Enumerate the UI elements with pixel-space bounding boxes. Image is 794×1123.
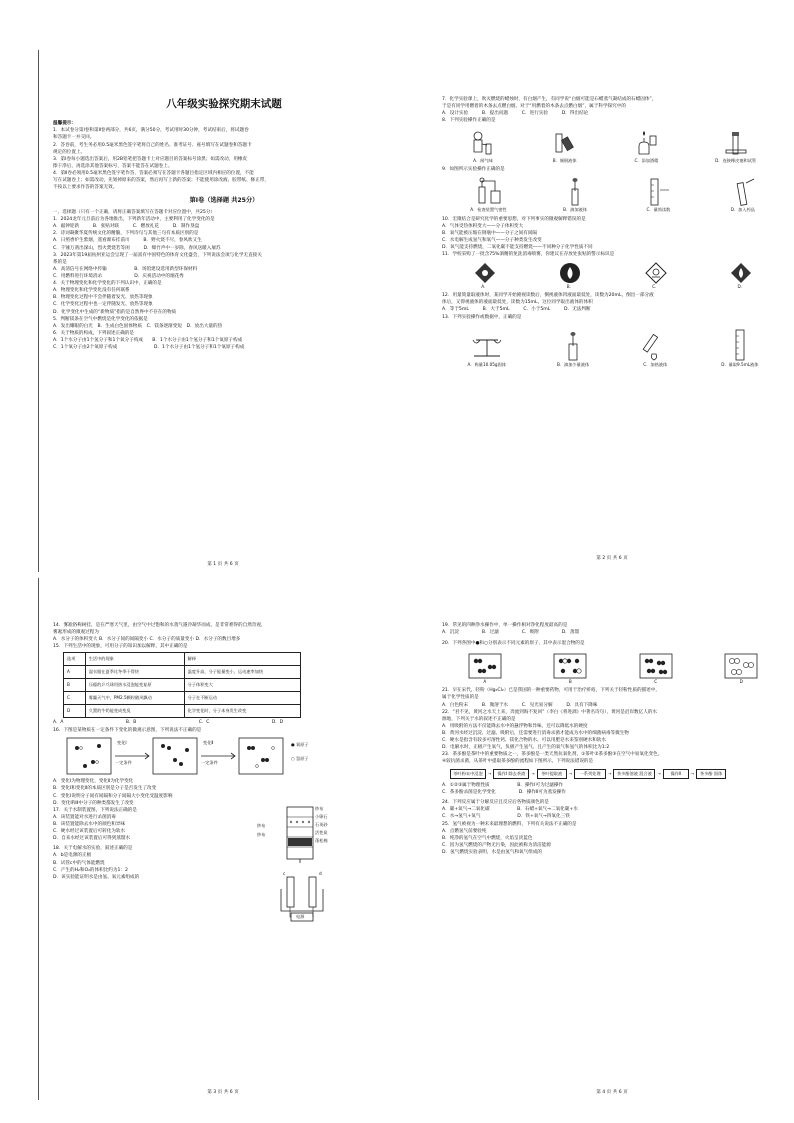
q20-figure-c (639, 653, 673, 686)
question-line: A．白色粉末 B．微溶于水 C．见光易分解 D．具有下降味 (442, 702, 598, 708)
q9-option-c: C．量筒读数 (646, 207, 671, 213)
table-cell: B (64, 679, 86, 692)
question-line: A．发出耀眼的白光 B．生成白色固体物质 C．镁条逐渐变短 D．放出大量的热 (53, 323, 223, 329)
table-row (64, 705, 301, 718)
q20-option-b: B (568, 678, 572, 684)
question-list (53, 209, 395, 351)
table-cell: 分子体积变大 (184, 679, 300, 692)
question-line: 6．关于物质的构成，下列叙述正确的是 (53, 330, 135, 336)
question-line: 12．用量筒量取液体时，某同学开始俯视读数后，倒视液体凹液面最低处，读数为20mL，倒出一部分液 (442, 293, 654, 299)
table-cell: 分子在不断运动 (184, 692, 300, 705)
notice-line: 规定的位置上。 (53, 149, 86, 155)
q9-option-d: D．加入药品 (730, 207, 755, 213)
question-line: D．电解水时，正极产生氧气，负极产生氢气，且产生的氧气和氢气的体积比为1:2 (442, 745, 610, 751)
q8-figures (442, 126, 784, 164)
q11-figures (442, 260, 784, 290)
q11-figure-b (559, 262, 581, 291)
table-cell: A (64, 666, 86, 679)
question-line: C．硬水是指含有较多可溶性钙、镁化合物的水，可以用肥皂水来鉴别硬水和软水 (442, 738, 606, 744)
question-line: 体后，又仰视液体的液面最低处，读数为15mL，这位同学取出液体的体积 (442, 300, 593, 306)
notice-line: 和答题卡一并交回。 (53, 135, 95, 141)
q23-option: A．①②③属于物理性质 B．操作Ⅰ可为过滤操作 (442, 783, 564, 789)
flow-step: 茶多酚溶液 混合液 (613, 769, 655, 780)
notice-line: 4．第Ⅱ卷必须用0.5毫米黑色签字笔作答，答案必须写在答题卡各题目指定区域内相应的位置，不能 (53, 171, 254, 177)
question-line: B．物理变化过程中不会伴随着发光、放热等现象 (53, 295, 153, 301)
notice-line: 3．第Ⅰ卷每小题选出答案后，用2B铅笔把答题卡上对应题目的答案标号涂黑；如需改动，用橡皮 (53, 156, 248, 162)
q16-label: 变化Ⅰ (117, 740, 127, 746)
exam-page-4 (428, 578, 794, 1100)
question-line: 系的是 (53, 259, 67, 265)
q13-option-b: B．滴加少量液体 (557, 362, 590, 368)
q13-figure-d (721, 328, 758, 369)
q18-stem: 18．关于电解水的实验，叙述正确的是 (53, 846, 133, 852)
question-line: 11．学校采购了一批含75%酒精的免洗消毒喷雾，你建议在存放处张贴的警示标识是 (442, 252, 615, 258)
q20-option-a: A (483, 678, 487, 684)
notice-heading: 温馨提示： (53, 121, 76, 127)
q20-figures (442, 649, 784, 685)
question-line: B．氧气能被压缩在钢瓶中——分子之间有间隔 (442, 230, 538, 236)
question-list (442, 799, 784, 856)
q8-option-b: B．倾倒液体 (552, 157, 577, 163)
question-line: A．水分子的体积变大 B．水分子间的间隔变小 C．水分子的质量变小 D．水分子的数目增多 (53, 637, 241, 643)
question-list (442, 292, 784, 320)
exam-page-2 (428, 44, 794, 566)
notice-line: 不按以上要求作答的答案无效。 (53, 185, 118, 191)
flow-step: 操作Ⅱ (663, 769, 689, 780)
q11-figure-d (730, 262, 752, 291)
q16-diagram (53, 734, 395, 778)
question-line: 一、选择题（只有一个正确，请将正确答案填写在答题卡对应位置中，共25分） (53, 209, 216, 215)
question-line: 13．下列实验操作或数据中，正确的是 (442, 314, 522, 320)
question-line: 24．下列反应属于分解反应且反应后各物质颜色的是 (442, 800, 549, 806)
q18-electrolysis-diagram (273, 871, 343, 923)
question-line: 5．判断镁条在空气中燃烧是化学变化的依据是 (53, 316, 148, 322)
notice-line: 1．本试卷分第Ⅰ卷和第Ⅱ卷两部分，共6页，满分50分，考试用时30分钟，考试结束后，将试题卷 (53, 128, 249, 134)
filter-label: 纱布 (315, 805, 324, 811)
q9-figure-b (563, 177, 587, 214)
q23-option: C．茶多酚杀菌是化学变化 D．操作Ⅱ可为蒸发操作 (442, 790, 566, 796)
q17-stem: 17．关于水制装置图，下列说法正确的是 (53, 807, 137, 813)
flow-step: 茶叶提取液 (537, 769, 567, 780)
q18-option: C．产生的H₂和O₂的体积比约为1：2 (53, 867, 128, 873)
q13-option-c: C．加热液体 (643, 362, 668, 368)
q15-table (63, 652, 301, 718)
q9-figure-c (643, 177, 673, 214)
q16-stem: 16．下图是某物质在一定条件下变化的微观示意图，下列说法不正确的是 (53, 728, 202, 734)
question-line: 10．宏微结合是研究化学的重要思想，对下列事实的微观解释错误的是 (442, 216, 586, 222)
question-line: C．化学变化过程中也一定伴随发光、放热等现象 (53, 302, 153, 308)
question-line: A．沉淀 B．过滤 C．吸附 D．蒸馏 (442, 630, 580, 636)
question-line: 雾凇形成的微观过程为 (53, 630, 99, 636)
notice-list (53, 127, 395, 191)
q15-options (53, 720, 283, 727)
question-line: C．千锤万凿出深山，烈火焚烧若等闲 D．爆竹声中一岁除，春风送暖入屠苏 (53, 245, 221, 251)
q9-option-b: B．滴加液体 (563, 207, 587, 213)
question-line: B．黄河水经过沉淀、过滤、吸附后，还需要进行消毒杀菌才能成为水中的细菌病毒等微生物 (442, 730, 629, 736)
question-list (442, 216, 784, 259)
q16-options (53, 778, 395, 806)
q16-option: B．变化Ⅰ和变化Ⅱ的本质区别是分子是否发生了改变 (53, 786, 157, 792)
question-line: A．高清信号在网络中传输 B．场馆建设选用新型环保材料 (53, 266, 198, 272)
question-line: 15．下列生活中的现象，可用分子的知识加以解释，其中正确的是 (53, 644, 188, 650)
q17-option: B．该装置能除去水中的颜色和异味 (53, 822, 126, 828)
q8-figure-c (633, 130, 659, 165)
q16-label: 一定条件 (201, 760, 218, 766)
q17-option: C．硬水经过该装置后可转化为软水 (53, 829, 126, 835)
q23-flowchart: 茶叶粉末中浸泡 → 操作Ⅰ 除去茶渣 → 茶叶提取液 → 一系列处理 → 茶多酚溶液 混合液 → 操作Ⅱ → 茶多酚 固体 (450, 769, 784, 780)
flow-step: 茶多酚 固体 (696, 769, 726, 780)
table-cell: 湿衣服在夏季比冬季干得快 (85, 666, 184, 679)
table-cell: 温度升高，分子能量变小，运动速率加快 (184, 666, 300, 679)
q9-figure-d (730, 177, 756, 214)
flow-step: 茶叶粉末中浸泡 (450, 769, 486, 780)
question-line: C．水电解生成氢气和氧气——分子种类发生改变 (442, 237, 542, 243)
table-header: 生活中的现象 (85, 653, 184, 666)
question-line: A．等于5mL B．大于5mL C．小于5mL D．无法判断 (442, 307, 591, 313)
question-line: D．氢气燃烧实验表明，水是由氢气和氧气组成的 (442, 850, 543, 856)
q11-option-b: B． (566, 283, 574, 289)
q19 (442, 622, 784, 636)
power-label: 电源 (296, 913, 305, 919)
q20-option-c: C (654, 678, 658, 684)
question-line: A．设计实验 B．提出问题 C．进行实验 D．得出结论 (442, 111, 589, 117)
q23-options (442, 782, 784, 796)
question-line: D．氧气能支持燃烧，二氧化碳不能支持燃烧——不同种分子化学性质不同 (442, 244, 593, 250)
q16-option: C．变化Ⅰ说明分子间有间隔和分子间隔大小变化受温度影响 (53, 793, 173, 799)
question-line: C．水→氢气+氧气 D．铁+氧气→四氧化三铁 (442, 814, 570, 820)
question-line: A．敲钟迎新 B．张贴对联 C．燃放礼花 D．制作垦盘 (53, 224, 200, 230)
question-line: 于是有同学用燃着的木条去点燃白烟，对于“用燃着的木条去点燃白烟”，属于科学探究中的 (442, 104, 626, 110)
page-number: 第 4 页 共 6 页 (596, 1089, 628, 1095)
question-line: 4．关于物理变化和化学变化的下列认识中，正确的是 (53, 281, 162, 287)
q11-figure-a (474, 262, 496, 291)
table-cell: 雾霾天气中，PM2.5颗粒随风飘动 (85, 692, 184, 705)
q17-filter-diagram (253, 805, 373, 865)
question-list (442, 687, 784, 765)
question-line: ④较抗菌杀菌，从茶叶中提取茶多酚的流程如下图所示，下列说法错误的是 (442, 759, 594, 765)
filter-label: 蓬松棉 (315, 837, 328, 843)
question-line: A．碳+氧气→二氧化碳 B．石蜡+氧气→二氧化碳+水 (442, 807, 578, 813)
q11-figure-c (645, 262, 667, 291)
page-number: 第 2 页 共 6 页 (596, 555, 628, 561)
q9-figures (442, 176, 784, 214)
q16-label: 变化Ⅱ (203, 740, 214, 746)
q20-option-d: D (739, 678, 743, 684)
question-line: C．因为氢气燃烧的产物无污染，因此被称为清洁能源 (442, 842, 551, 848)
filter-label: 活性炭 (315, 829, 328, 835)
question-line: D．化学变化中生成的“新物质”指的是自然界中不存在的物质 (53, 309, 177, 315)
question-line: A．点燃氢气前要验纯 (442, 828, 487, 834)
q18-option: D．该实验能证明水是由氢、氧元素组成的 (53, 874, 140, 880)
question-line: 19．常见的四种净水操作中，单一操作相对净化程度最高的是 (442, 623, 568, 628)
q9-stem: 9．如图所示实验操作正确的是 (442, 167, 505, 173)
q18-option: B．试管c中的气体能燃烧 (53, 860, 105, 866)
q13-figure-b (557, 330, 589, 369)
q16-label: 一定条件 (115, 760, 132, 766)
question-line: C．用燃料进行环境消杀 D．庆祝活动中的烟花秀 (53, 273, 184, 279)
q13-option-d: D．量取9.5mL液体 (721, 362, 759, 368)
question-line: A．物理变化和化学变化没有任何联系 (53, 288, 130, 294)
question-line: A．1个水分子由1个氢分子和1个氧分子构成 B．1个水分子由1个氢分子和1个氧原子构成 (53, 337, 243, 343)
q8-figure-a (470, 130, 496, 165)
question-line: A．日照香炉生紫烟，遥看瀑布挂前川 B．野火烧不尽，春风吹又生 (53, 238, 202, 244)
exam-title: 八年级实验探究期末试题 (166, 98, 282, 110)
q13-option-a: A．称量10.05g固体 (467, 362, 506, 368)
question-line: 2．诗词凝聚华夏传统文化的精髓，下列诗句与其他三句有本质区别的是 (53, 231, 199, 237)
q9-option-a: A．检查装置气密性 (470, 207, 507, 213)
flow-step: 操作Ⅰ 除去茶渣 (493, 769, 529, 780)
question-line: A．用吸附的方法不仅能降去水中的悬浮物和异味，还可以降低水的硬度 (442, 723, 588, 729)
legend-oxygen: ● 氧原子 (291, 742, 309, 748)
q20-figure-d (724, 653, 758, 686)
question-line: 25．氢气被视为一种未来最理想的燃料，下列有关说法不正确的是 (442, 821, 577, 827)
question-line: 3．2023年第19届杭州亚运会呈现了一届富有中国特色的体育文化盛会，下列说法会项与化学无直接关 (53, 252, 262, 258)
question-line: A．气体受热体积变大——分子体积变大 (442, 223, 524, 229)
notice-line: 写在试题卷上；如需改动，先划掉原来的答案，然后再写上新的答案；不能使用涂改液、胶带纸、修正带， (53, 178, 269, 184)
table-row (64, 666, 301, 679)
filter-label: 石英砂 (315, 821, 328, 827)
table-cell: 久置的牛奶能变成变臭 (85, 705, 184, 718)
q11-option-a: A． (481, 283, 489, 289)
exam-page-1 (38, 50, 407, 572)
section-title: 第Ⅰ卷（选择题 共25分） (189, 197, 259, 205)
page-number: 第 3 页 共 6 页 (207, 1089, 239, 1095)
filter-label: 纱布 (257, 832, 266, 838)
notice-line: 2．答卷前，考生务必用0.5毫米黑色签字笔将自己的姓名、准考证号、座号填写在试题卷和答题卡 (53, 142, 252, 148)
exam-page-3 (38, 578, 407, 1100)
q20-stem: 20．下列各图中●和○分别表示不同元素的原子，其中表示混合物的是 (442, 641, 585, 647)
question-list (53, 622, 395, 650)
question-line: 1．2024龙年元旦前后为各地推出，下列新年活动中，主要利用了化学变化的是 (53, 217, 215, 223)
q15-option-c: C．C (198, 720, 210, 726)
q16-option: D．变化Ⅰ和Ⅱ中分子的种类都发生了改变 (53, 800, 134, 806)
q20-figure-a (468, 653, 502, 686)
table-cell: 压瘪的乒乓球用热水浸泡能变复原 (85, 679, 184, 692)
q8-option-a: A．闻气味 (473, 157, 493, 163)
question-line: 23．茶多酚是茶叶中的重要物质之一，茶多酚是一类天然抗氧化剂，①茶叶②茶多酚③在空气中易氧化变色， (442, 752, 663, 758)
q8-figure-d (715, 130, 756, 165)
q15-option-d: D．D (271, 720, 283, 726)
page-number: 第 1 页 共 6 页 (207, 561, 239, 567)
legend-hydrogen: ○ 氢原子 (291, 756, 309, 762)
q13-figures (442, 323, 784, 369)
q18-option: A．b是电源的正极 (53, 853, 92, 859)
table-row (64, 692, 301, 705)
q11-option-d: D． (737, 283, 745, 289)
q8-figure-b (552, 130, 578, 165)
table-cell: C (64, 692, 86, 705)
table-cell: 化学变化时，分子本身发生改变 (184, 705, 300, 718)
filter-label: 纱布 (257, 822, 266, 828)
filter-label: 小卵石 (315, 813, 328, 819)
q20-figure-b (553, 653, 587, 686)
question-line: 21．早在宋代，轻粉（Hg₂Cl₂）已是我国的一种重要药物，可用于治疗疥疮，下列关于轻粉性质的描述中， (442, 688, 660, 694)
q15-option-a: A．A (53, 720, 64, 726)
q8-option-d: D．连接橡皮塞和试管 (715, 157, 757, 163)
q16-option: A．变化Ⅰ为物理变化，变化Ⅱ为化学变化 (53, 779, 134, 785)
question-line: B．纯净的氢气在空气中燃烧，火焰呈淡蓝色 (442, 835, 533, 841)
question-line: 22．“君不见，黄河之水天上来，奔流到海不复回”（李白《将进酒》中著名诗句），黄河是沿岸数亿人的水 (442, 709, 658, 715)
question-list (442, 96, 784, 124)
q11-option-c: C． (652, 283, 660, 289)
question-line: C．1个氧分子由2个氧原子构成 D．1个水分子由1个氢分子和1个氧原子构成 (53, 345, 245, 351)
q17-option: A．该装置能对水进行杀菌消毒 (53, 814, 116, 820)
table-header: 解释 (184, 653, 300, 666)
q15-option-b: B．B (125, 720, 137, 726)
question-line: 7．化学实验课上，吹灭燃烧的蜡烛时，有白烟产生，有同学说“白烟可能是石蜡蒸气凝结成的石蜡固体”， (442, 97, 657, 102)
tube-label-c: c (283, 870, 286, 876)
q9-figure-a (470, 177, 506, 214)
q17-option: D．自来水经过该装置后可得到蒸馏水 (53, 836, 131, 842)
q13-figure-c (640, 330, 670, 369)
tube-label-d: d (319, 870, 322, 876)
question-line: 8．下列实验操作正确的是 (442, 118, 496, 124)
question-line: 14．雾凇俗称树挂，是在严寒天气里，由空气中过饱和的水蒸气遇冷凝华而成，是非常难得的自然奇观， (53, 623, 266, 628)
table-cell: D (64, 705, 86, 718)
q13-figure-a (468, 330, 506, 369)
notice-line: 擦干净后，再选涂其他答案标号，答案不能答在试题卷上。 (53, 163, 173, 169)
table-row (64, 679, 301, 692)
q8-option-c: C．添加酒精 (634, 157, 659, 163)
flow-step: 一系列处理 (574, 769, 606, 780)
legend-oxygen-label: 氧原子 (296, 742, 309, 748)
table-header: 选项 (64, 653, 86, 666)
question-line: 源地，下列关于水的叙述不正确的是 (442, 716, 516, 722)
legend-hydrogen-label: 氢原子 (296, 756, 309, 762)
question-line: 属于化学性质的是 (442, 695, 479, 701)
